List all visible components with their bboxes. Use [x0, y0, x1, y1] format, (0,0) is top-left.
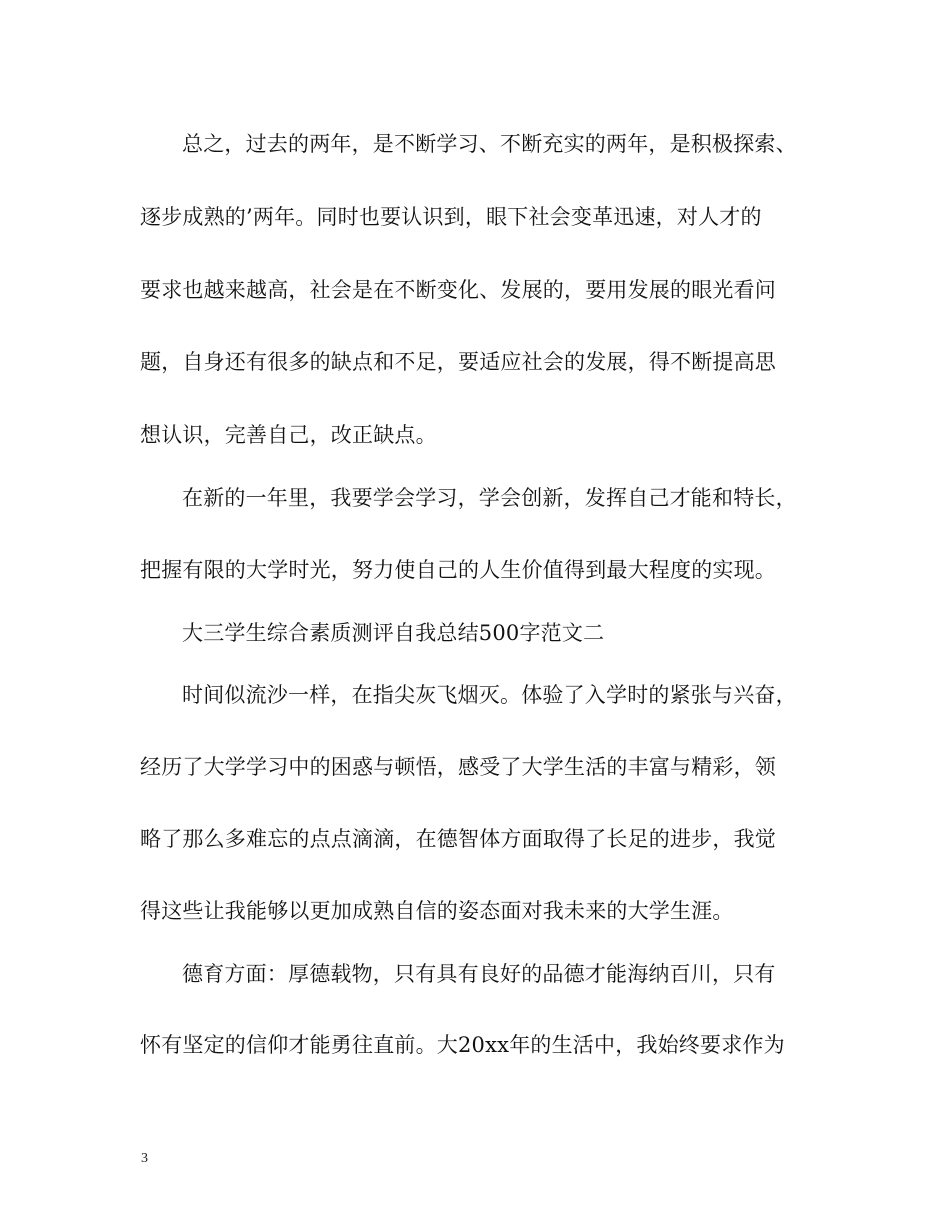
section-heading: 大三学生综合素质测评自我总结500字范文二: [182, 621, 605, 645]
paragraph-1-line-1: 总之，过去的两年，是不断学习、不断充实的两年，是积极探索、: [182, 132, 797, 156]
paragraph-1-line-2: 逐步成熟的’两年。同时也要认识到，眼下社会变革迅速，对人才的: [140, 205, 762, 229]
page-number: 3: [141, 1151, 148, 1166]
paragraph-3-line-1: 时间似流沙一样，在指尖灰飞烟灭。体验了入学时的紧张与兴奋，: [182, 683, 797, 707]
paragraph-2-line-1: 在新的一年里，我要学会学习，学会创新，发挥自己才能和特长，: [182, 486, 797, 510]
paragraph-3-line-2: 经历了大学学习中的困惑与顿悟，感受了大学生活的丰富与精彩，领: [140, 755, 776, 779]
paragraph-4-line-2: 怀有坚定的信仰才能勇往直前。大20xx年的生活中，我始终要求作为: [140, 1033, 785, 1057]
paragraph-3-line-4: 得这些让我能够以更加成熟自信的姿态面对我未来的大学生涯。: [140, 899, 734, 923]
paragraph-4-line-1: 德育方面：厚德载物，只有具有良好的品德才能海纳百川，只有: [182, 962, 776, 986]
paragraph-1-line-4: 题，自身还有很多的缺点和不足，要适应社会的发展，得不断提高思: [140, 350, 776, 374]
paragraph-3-line-3: 略了那么多难忘的点点滴滴，在德智体方面取得了长足的进步，我觉: [140, 827, 776, 851]
paragraph-1-line-3: 要求也越来越高，社会是在不断变化、发展的，要用发展的眼光看问: [140, 278, 776, 302]
paragraph-2-line-2: 把握有限的大学时光，努力使自己的人生价值得到最大程度的实现。: [140, 558, 776, 582]
paragraph-1-line-5: 想认识，完善自己，改正缺点。: [140, 423, 437, 447]
